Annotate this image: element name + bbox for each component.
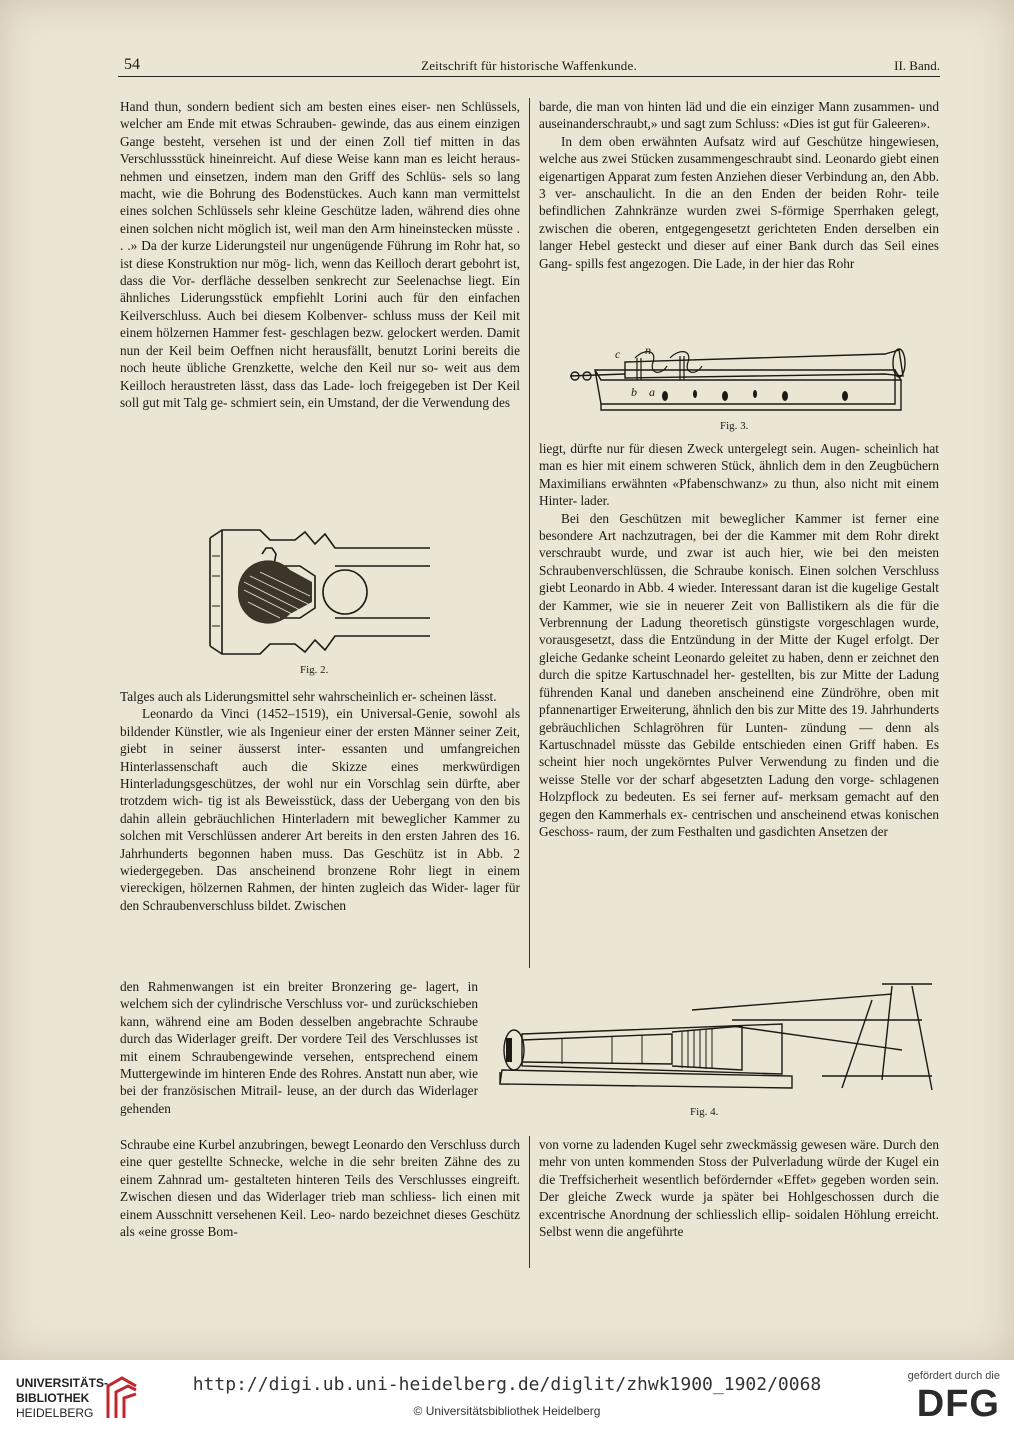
figure-2 [200, 526, 440, 660]
figure-3 [565, 346, 925, 422]
paragraph: den Rahmenwangen ist ein breiter Bronzering ge- lagert, in welchem sich der cylindrische Verschluss vor- und zurückschieben kann, während eine am Boden desselben angebrachte Schraube durch das Widerlager greift. Der vordere Teil des Verschlusses ist mit einem Schraubengewinde versehen, entsprechend einem Muttergewinde im hinteren Ende des Rohres. Anstatt nun aber, wie bei der französischen Mitrail- leuse, an der durch das Widerlager gehenden [120, 979, 478, 1116]
library-name-line2: BIBLIOTHEK [16, 1391, 90, 1405]
running-header [118, 56, 940, 78]
volume-label: II. Band. [894, 58, 940, 73]
dfg-logo[interactable]: DFG [916, 1383, 1000, 1425]
paragraph: barde, die man von hinten läd und die ein einziger Mann zusammen- und auseinanderschraubt,» und sagt zum Schluss: «Dies ist gut für Galeeren». [539, 99, 939, 132]
right-column-top [539, 98, 939, 334]
right-column-bottom [539, 1136, 939, 1266]
paragraph: liegt, dürfte nur für diesen Zweck untergelegt sein. Augen- scheinlich hat man es hier mit einem schweren Stück, ähnlich dem in den Zeugbüchern Maximilians erwähnten «Pfabenschwanz» zu thun, also nicht mit einem Hinter- lader. [539, 441, 939, 509]
funding-note: gefördert durch die [907, 1370, 1000, 1382]
library-name-line3: HEIDELBERG [16, 1406, 94, 1420]
paragraph: Bei den Geschützen mit beweglicher Kammer ist ferner eine besondere Art nachzutragen, bei der die Kammer mit dem Rohr direkt verschraubt wurde, und zwar ist auch hier, wie bei den meisten Schraubenverschlüssen, die Schraube konisch. Einen solchen Verschluss giebt Leonardo in Abb. 4 wieder. Interessant daran ist die kugelige Gestalt der Kammer, wie sie in neuerer Zeit von Ballistikern als die für die Verbrennung der Ladung theoretisch günstigste vorgeschlagen wurde, vorausgesetzt, dass die Entzündung in der Mitte der Kugel erfolgt. Der gleiche Gedanke scheint Leonardo geleitet zu haben, denn er zeichnet den durch die spitze Kartuschnadel her- gestellten, bis zur Mitte der Ladung führenden Kanal und daneben anscheinend eine Zündröhre, oben mit pfannenartiger Erweiterung, ähnlich den bis zur Mitte des 19. Jahrhunderts gebräuchlichen Schlagröhren für Lunten- zündung — denn als Kartuschnadel müsste das Gebilde entschieden einen Griff haben. Es scheint hier noch ungekörntes Pulver Verwendung zu finden und die weisse Stelle vor der scharf abgesetzten Ladung den vorge- schlagenen Holzpflock zu bedeuten. Es sei ferner auf- merksam gemacht auf den gegen den Kammerhals ex- centrischen und anscheinend etwas konischen Geschoss- raum, der zum Festhalten und gasdichten Ansetzen der [539, 510, 939, 839]
paragraph: Talges auch als Liderungsmittel sehr wahrscheinlich er- scheinen lässt. [120, 689, 497, 704]
fig3-caption: Fig. 3. [720, 420, 749, 432]
library-name-line1: UNIVERSITÄTS- [16, 1376, 109, 1390]
paragraph: Hand thun, sondern bedient sich am besten eines eiser- nen Schlüssels, welcher am Ende mit etwas Schrauben- gewinde, das aus einem einzigen Gange besteht, versehen ist und der einen Zoll tief mitten in das Verschlussstück hineinreicht. Auf diese Weise kann man es leicht heraus- nehmen und einsetzen, indem man den Griff des Schlüs- sels so lang macht, wie die Bohrung des Bodenstückes. Auch kann man vermittelst eines solchen Schlüssels sehr kleine Geschütze laden, während dies ohne einen solchen nicht möglich ist, weil man den Arm hineinstecken müsste . . .» Da der kurze Liderungsteil nur ungenügende Führung im Rohr hat, so ist diese Konstruktion nur mög- lich, wenn das Keilloch derart gebohrt ist, dass die Vor- derfläche desselben senkrecht zur Seelenachse liegt. Ein ähnliches Liderungsstück empfiehlt Lorini auch für den einfachen Keilverschluss. Auch bei diesem Kolbenver- schluss muss der Keil mit einem hölzernen Hammer fest- geschlagen bezw. gelockert werden. Damit nun der Keil beim Oeffnen nicht herausfällt, benutzt Lorini bereits die noch heute übliche Grenzkette, welche den Keil nur so- weit aus dem Keilloch heraustreten lässt, dass das Lade- loch freigegeben ist Der Keil soll gut mit Talg ge- schmiert sein, ein Umstand, der die Verwendung des [120, 99, 520, 410]
fig3-label-a: a [649, 385, 655, 399]
fig3-label-b: b [631, 385, 637, 399]
left-column-middle [120, 688, 520, 980]
page-number: 54 [124, 56, 140, 73]
paragraph: Schraube eine Kurbel anzubringen, bewegt Leonardo den Verschluss durch eine quer gestellte Schnecke, welche in die sehr breiten Zähne des zu einem Zahnrad um- gestalteten hinteren Teils des Verschlusses eingreift. Zwischen diesen und das Widerlager trieb man schliess- lich einen mit einem Ausschnitt versehenen Keil. Leo- nardo bezeichnet dieses Geschütz als «eine grosse Bom- [120, 1137, 520, 1240]
digitization-footer [0, 1360, 1014, 1433]
cannon-on-bench-drawing [565, 346, 925, 422]
permalink-url[interactable]: http://digi.ub.uni-heidelberg.de/diglit/zhwk1900_1902/0068 [192, 1374, 822, 1395]
column-rule-top [529, 98, 530, 968]
right-column-middle [539, 440, 939, 970]
fig3-label-n: n [645, 346, 651, 357]
figure-4 [492, 980, 940, 1100]
left-column-top [120, 98, 520, 518]
copyright-notice: © Universitätsbibliothek Heidelberg [413, 1404, 601, 1418]
column-rule-bottom [529, 1136, 530, 1268]
paragraph: von vorne zu ladenden Kugel sehr zweckmässig gewesen wäre. Durch den mehr von unten kommenden Stoss der Pulverladung würde der Kugel ein die Treffsicherheit wesentlich befördernder «Effet» gegeben worden sein. Der gleiche Zweck wurde ja später bei Hohlgeschossen durch die excentrische Anordnung der schliesslich ellip- soidalen Höhlung erreicht. Selbst wenn die angeführte [539, 1137, 939, 1240]
cannon-with-windlass-drawing [492, 980, 940, 1100]
left-column-narrow [120, 978, 478, 1138]
paragraph: In dem oben erwähnten Aufsatz wird auf Geschütze hingewiesen, welche aus zwei Stücken zusammengeschraubt sind. Leonardo giebt einen eigenartigen Apparat zum festen Anziehen dieser Verbindung an, den Abb. 3 ver- anschaulicht. In die an den Enden der beiden Rohr- teile befindlichen Zahnkränze wurden zwei S-förmige Sperrhaken gelegt, zwischen die oberen, entgegengesetzt gerichteten Enden derselben ein langer Hebel gesteckt und dieser auf einer Bank durch das Seil eines Gang- spills fest angezogen. Die Lade, in der hier das Rohr [539, 133, 939, 271]
fig2-caption: Fig. 2. [300, 664, 329, 676]
paragraph: Leonardo da Vinci (1452–1519), ein Universal-Genie, sowohl als bildender Künstler, wie als Ingenieur einer der ersten Männer seiner Zeit, giebt in seiner äusserst inter- essanten und umfangreichen Hinterlassenschaft auch die Skizze eines merkwürdigen Hinterladungsgeschützes, der wohl nur ein Vorschlag sein dürfte, aber trotzdem wich- tig ist als Beweisstück, dass der Uebergang von den bis dahin allein gebräuchlichen Hinterladern mit beweglicher Kammer zu solchen mit Verschlüssen anderer Art bereits in den ersten Jahren des 16. Jahrhunderts begonnen haben muss. Das Geschütz ist in Abb. 2 wiedergegeben. Das anscheinend bronzene Rohr liegt in einem viereckigen, hölzernen Rahmen, der hinten zugleich das Wider- lager für den Schraubenverschluss bildet. Zwischen [120, 706, 520, 913]
left-column-bottom [120, 1136, 520, 1266]
fig3-label-c: c [615, 347, 621, 361]
hatched-wedge [238, 560, 312, 623]
breech-wedge-drawing [200, 526, 440, 660]
journal-title: Zeitschrift für historische Waffenkunde. [421, 58, 637, 73]
header-rule [118, 76, 940, 77]
fig4-caption: Fig. 4. [690, 1106, 719, 1118]
